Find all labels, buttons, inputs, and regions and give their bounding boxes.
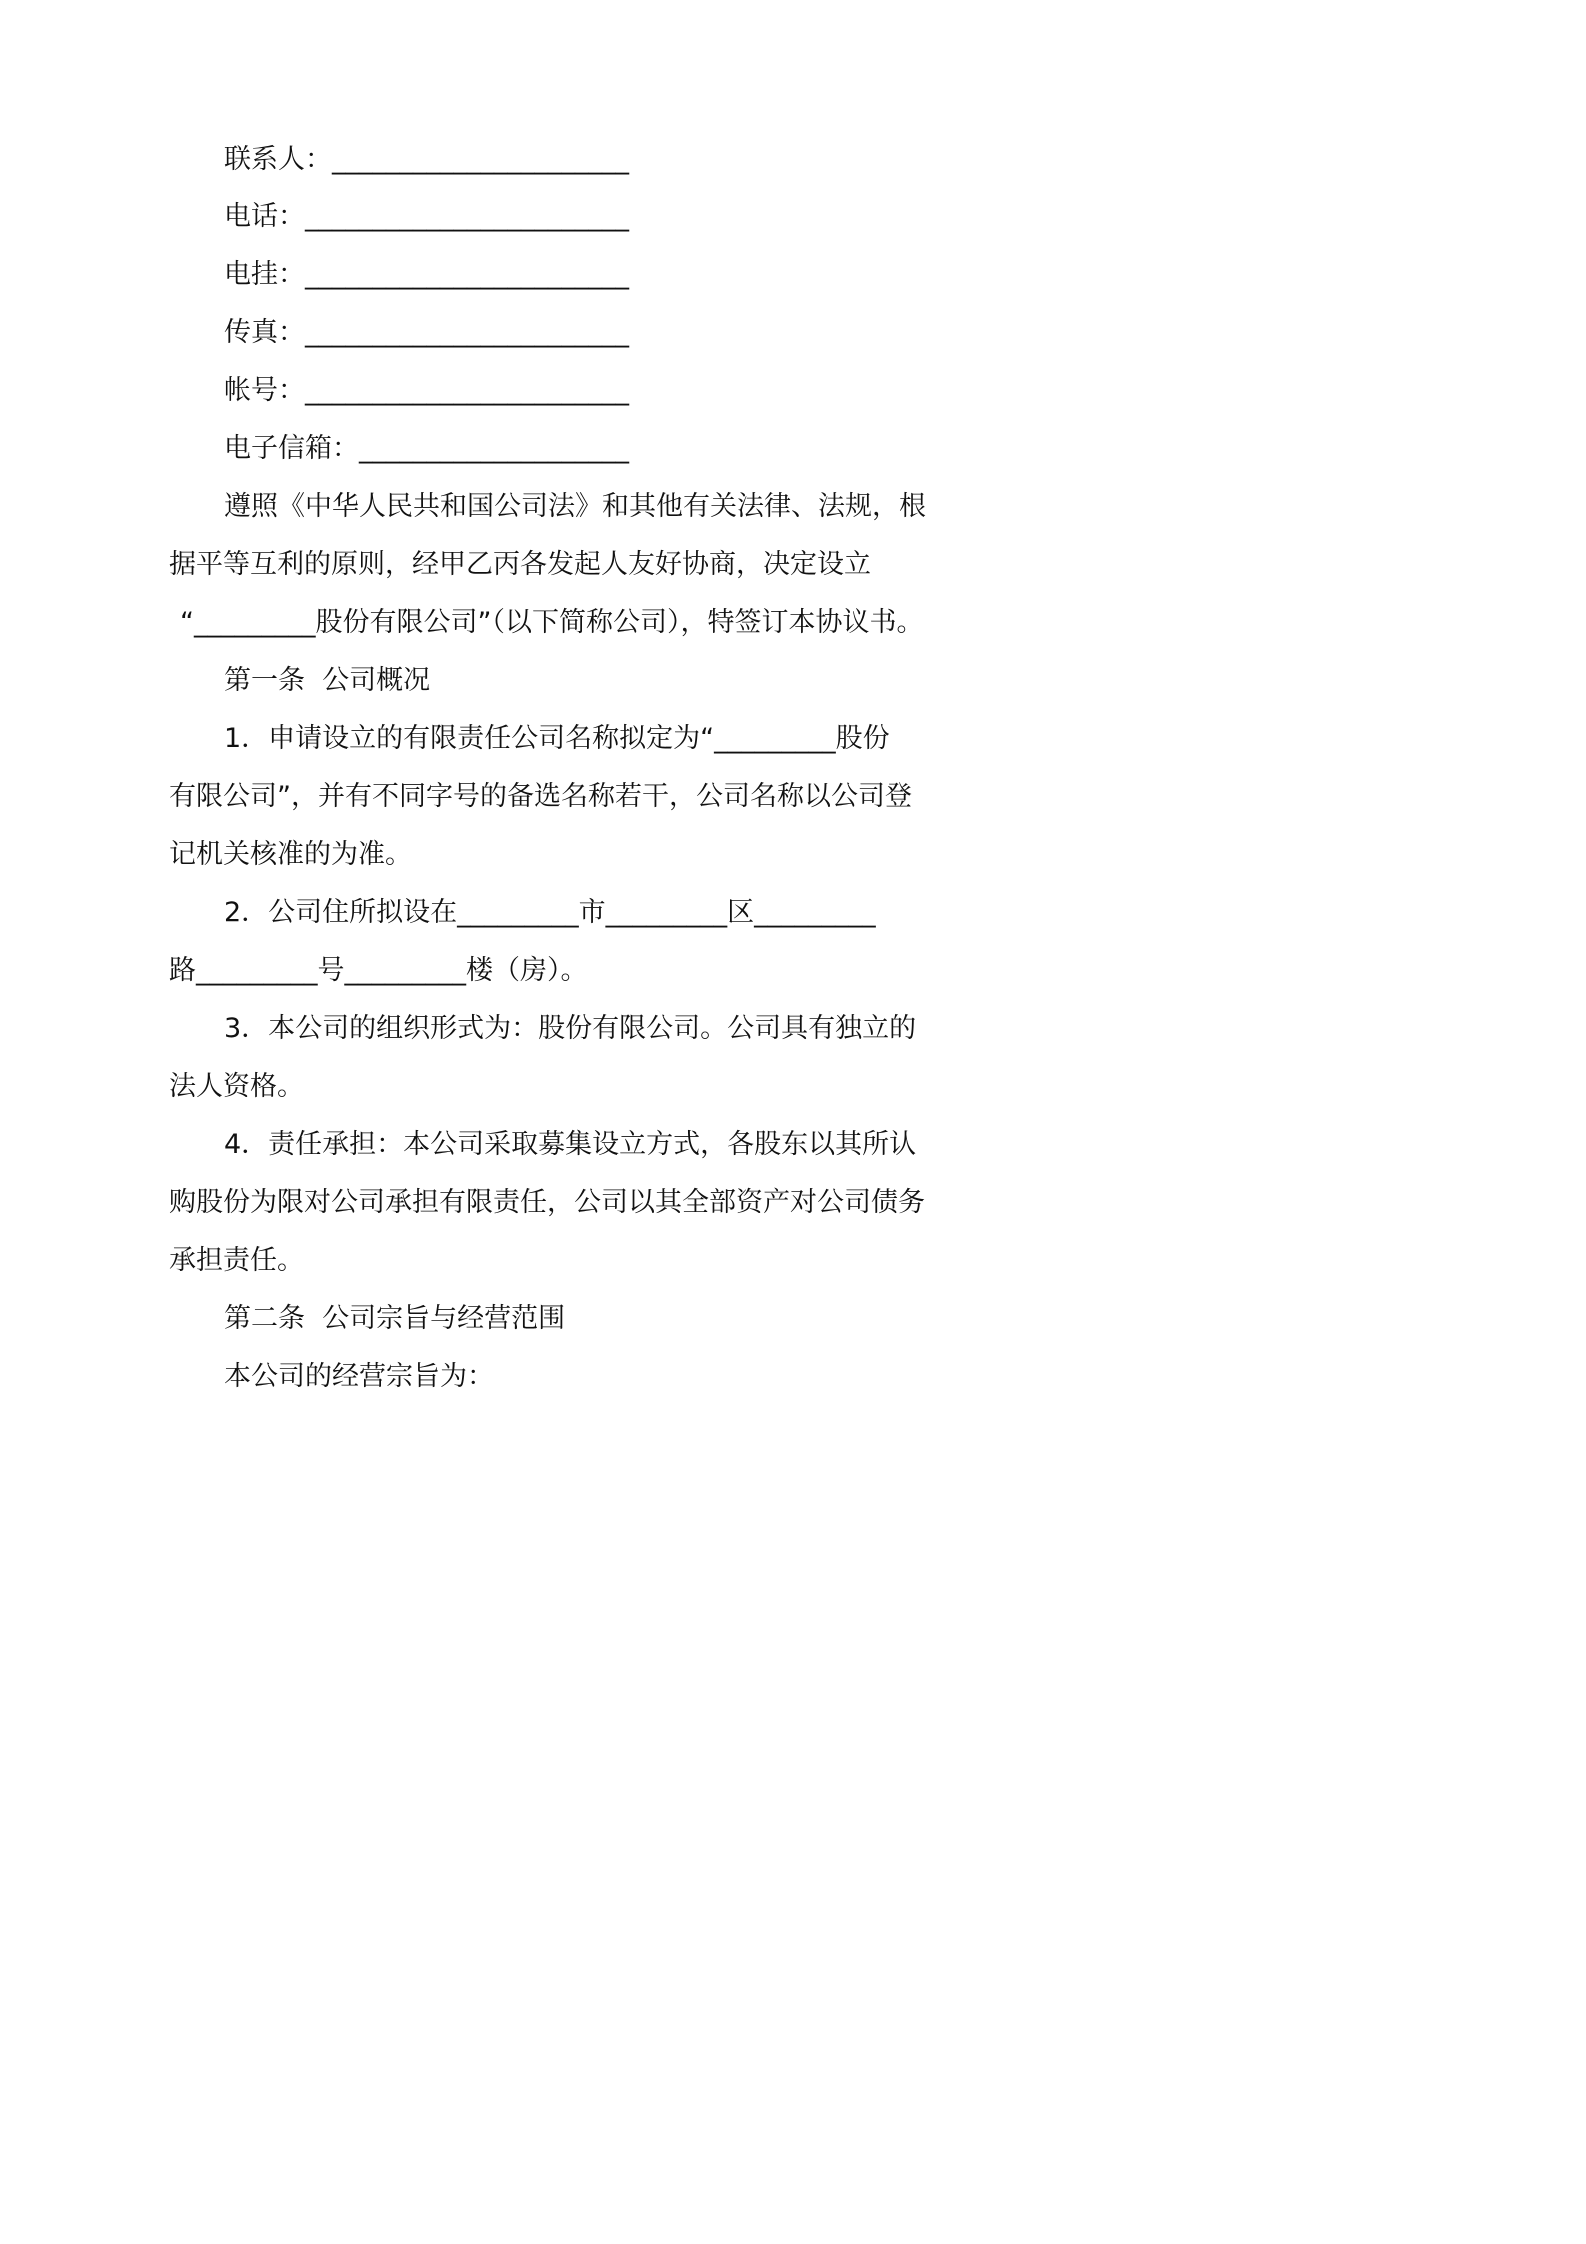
business-purpose-line: 本公司的经营宗旨为： xyxy=(224,1361,494,1392)
clause-3-line-1: 3．本公司的组织形式为：股份有限公司。公司具有独立的 xyxy=(224,1013,917,1044)
contact-person-line: 联系人：______________________ xyxy=(224,144,629,175)
clause-2-line-2: 路_________号_________楼（房）。 xyxy=(169,955,588,986)
email-line: 电子信箱：____________________ xyxy=(224,433,629,464)
preamble-line-3: “_________股份有限公司”（以下简称公司），特签订本协议书。 xyxy=(180,607,924,638)
account-line: 帐号：________________________ xyxy=(224,375,629,406)
clause-4-line-2: 购股份为限对公司承担有限责任，公司以其全部资产对公司债务 xyxy=(169,1187,925,1218)
fax-line: 传真：________________________ xyxy=(224,317,629,348)
clause-1-line-2: 有限公司”，并有不同字号的备选名称若干，公司名称以公司登 xyxy=(169,781,912,812)
clause-3-line-2: 法人资格。 xyxy=(169,1071,304,1102)
clause-2-line-1: 2．公司住所拟设在_________市_________区_________ xyxy=(224,897,876,928)
preamble-line-2: 据平等互利的原则，经甲乙丙各发起人友好协商，决定设立 xyxy=(169,549,871,580)
preamble-line-1: 遵照《中华人民共和国公司法》和其他有关法律、法规，根 xyxy=(224,491,926,522)
telegram-line: 电挂：________________________ xyxy=(224,259,629,290)
clause-4-line-1: 4．责任承担：本公司采取募集设立方式，各股东以其所认 xyxy=(224,1129,917,1160)
clause-1-line-1: 1．申请设立的有限责任公司名称拟定为“_________股份 xyxy=(224,723,890,754)
clause-4-line-3: 承担责任。 xyxy=(169,1245,304,1276)
article-two-heading: 第二条 公司宗旨与经营范围 xyxy=(224,1303,566,1334)
clause-1-line-3: 记机关核准的为准。 xyxy=(169,839,412,870)
phone-line: 电话：________________________ xyxy=(224,201,629,232)
article-one-heading: 第一条 公司概况 xyxy=(224,665,431,696)
